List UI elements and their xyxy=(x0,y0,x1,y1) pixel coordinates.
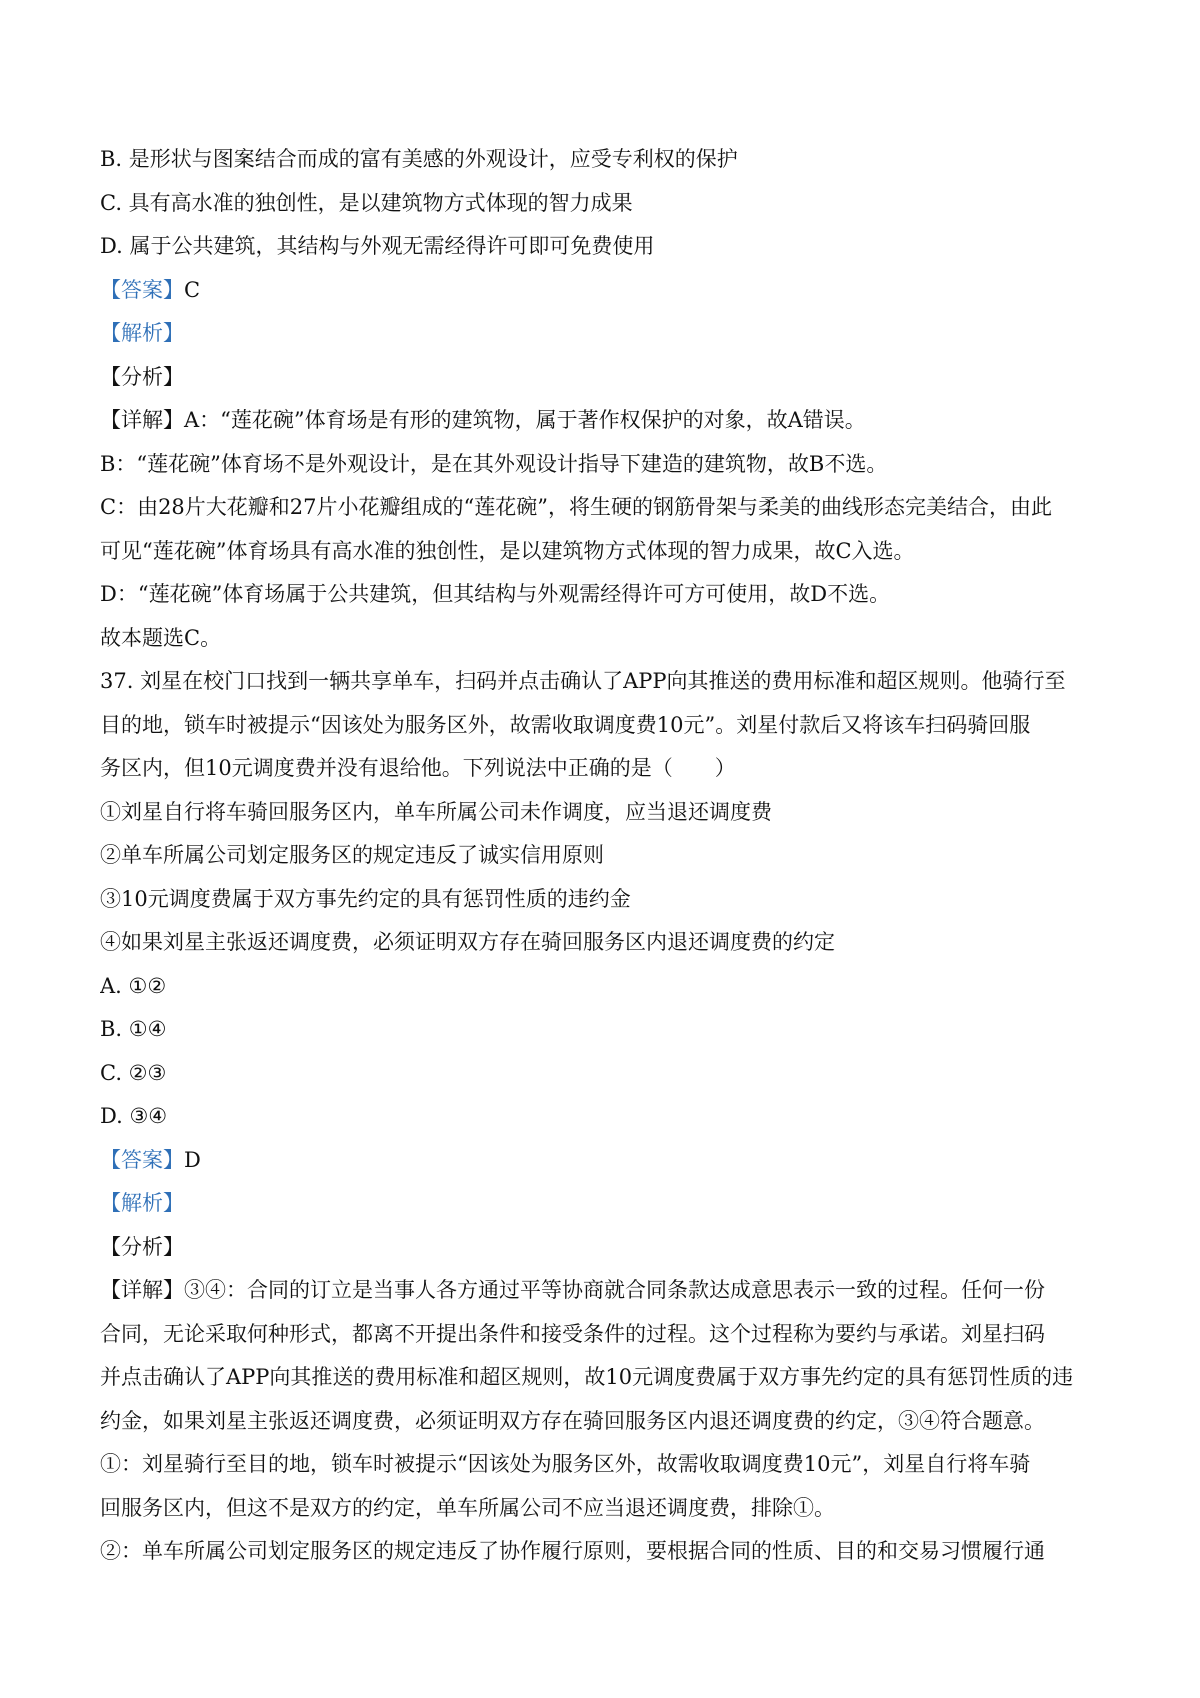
q37-detail-line-3: 并点击确认了APP向其推送的费用标准和超区规则，故10元调度费属于双方事先约定的具有惩罚性质的违 xyxy=(100,1365,1074,1389)
q37-statement-3: ③10元调度费属于双方事先约定的具有惩罚性质的违约金 xyxy=(100,886,631,911)
q37-fenxi-tag: 【分析】 xyxy=(100,1234,184,1259)
q36-detail-line-3: C：由28片大花瓣和27片小花瓣组成的“莲花碗”，将生硬的钢筋骨架与柔美的曲线形态完美结合，由此 xyxy=(100,495,1052,519)
q36-detail-line-2: B：“莲花碗”体育场不是外观设计，是在其外观设计指导下建造的建筑物，故B不选。 xyxy=(100,451,888,476)
q36-detail-line-5: D：“莲花碗”体育场属于公共建筑，但其结构与外观需经得许可方可使用，故D不选。 xyxy=(100,582,891,606)
q37-stem-line-3: 务区内，但10元调度费并没有退给他。下列说法中正确的是（ ） xyxy=(100,756,736,780)
q36-detail-line-6: 故本题选C。 xyxy=(100,625,222,650)
q36-detail-line-1 xyxy=(100,399,1110,443)
q36-detail-text-1: A：“莲花碗”体育场是有形的建筑物，属于著作权保护的对象，故A错误。 xyxy=(184,408,866,432)
q37-detail-tag: 【详解】 xyxy=(100,1278,184,1302)
q37-option-a: A. ①② xyxy=(100,973,167,998)
q36-fenxi xyxy=(100,356,1110,400)
q36-analysis-tag: 【解析】 xyxy=(100,321,184,345)
q37-detail-line-2: 合同，无论采取何种形式，都离不开提出条件和接受条件的过程。这个过程称为要约与承诺。刘星扫码 xyxy=(100,1321,1045,1346)
q37-option-b: B. ①④ xyxy=(100,1017,167,1041)
q36-answer xyxy=(100,269,1110,313)
document-content xyxy=(100,138,1110,1574)
q36-detail-tag: 【详解】 xyxy=(100,408,184,432)
q36-detail-line-4: 可见“莲花碗”体育场具有高水准的独创性，是以建筑物方式体现的智力成果，故C入选。 xyxy=(100,538,915,563)
q37-detail-text-1: ③④：合同的订立是当事人各方通过平等协商就合同条款达成意思表示一致的过程。任何一份 xyxy=(184,1278,1045,1302)
q37-detail-line-5: ①：刘星骑行至目的地，锁车时被提示“因该处为服务区外，故需收取调度费10元”，刘星自行将车骑 xyxy=(100,1452,1031,1476)
q37-detail-line-1 xyxy=(100,1269,1110,1313)
q37-statement-2: ②单车所属公司划定服务区的规定违反了诚实信用原则 xyxy=(100,843,604,867)
q36-answer-value: C xyxy=(184,277,201,302)
q37-answer-value: D xyxy=(184,1147,201,1172)
q37-detail-line-6: 回服务区内，但这不是双方的约定，单车所属公司不应当退还调度费，排除①。 xyxy=(100,1495,835,1520)
q37-detail-line-7: ②：单车所属公司划定服务区的规定违反了协作履行原则，要根据合同的性质、目的和交易习惯履行通 xyxy=(100,1539,1045,1563)
q37-fenxi xyxy=(100,1226,1110,1270)
q36-option-d: D. 属于公共建筑，其结构与外观无需经得许可即可免费使用 xyxy=(100,234,655,258)
q37-answer-tag: 【答案】 xyxy=(100,1147,184,1172)
q37-stem-line-2: 目的地，锁车时被提示“因该处为服务区外，故需收取调度费10元”。刘星付款后又将该车扫码骑回服 xyxy=(100,712,1031,737)
q36-option-b: B. 是形状与图案结合而成的富有美感的外观设计，应受专利权的保护 xyxy=(100,147,738,171)
q37-statement-4: ④如果刘星主张返还调度费，必须证明双方存在骑回服务区内退还调度费的约定 xyxy=(100,930,835,954)
q37-detail-line-4: 约金，如果刘星主张返还调度费，必须证明双方存在骑回服务区内退还调度费的约定，③④符合题意。 xyxy=(100,1408,1045,1433)
q37-stem-line-1: 37. 刘星在校门口找到一辆共享单车，扫码并点击确认了APP向其推送的费用标准和超区规则。他骑行至 xyxy=(100,669,1066,693)
q37-answer xyxy=(100,1139,1110,1183)
q37-statement-1: ①刘星自行将车骑回服务区内，单车所属公司未作调度，应当退还调度费 xyxy=(100,799,772,824)
q37-option-d: D. ③④ xyxy=(100,1104,168,1128)
q36-analysis xyxy=(100,312,1110,356)
q37-analysis-tag: 【解析】 xyxy=(100,1191,184,1215)
q36-fenxi-tag: 【分析】 xyxy=(100,364,184,389)
q37-analysis xyxy=(100,1182,1110,1226)
q37-option-c: C. ②③ xyxy=(100,1060,167,1085)
q36-option-c: C. 具有高水准的独创性，是以建筑物方式体现的智力成果 xyxy=(100,190,633,215)
q36-answer-tag: 【答案】 xyxy=(100,277,184,302)
